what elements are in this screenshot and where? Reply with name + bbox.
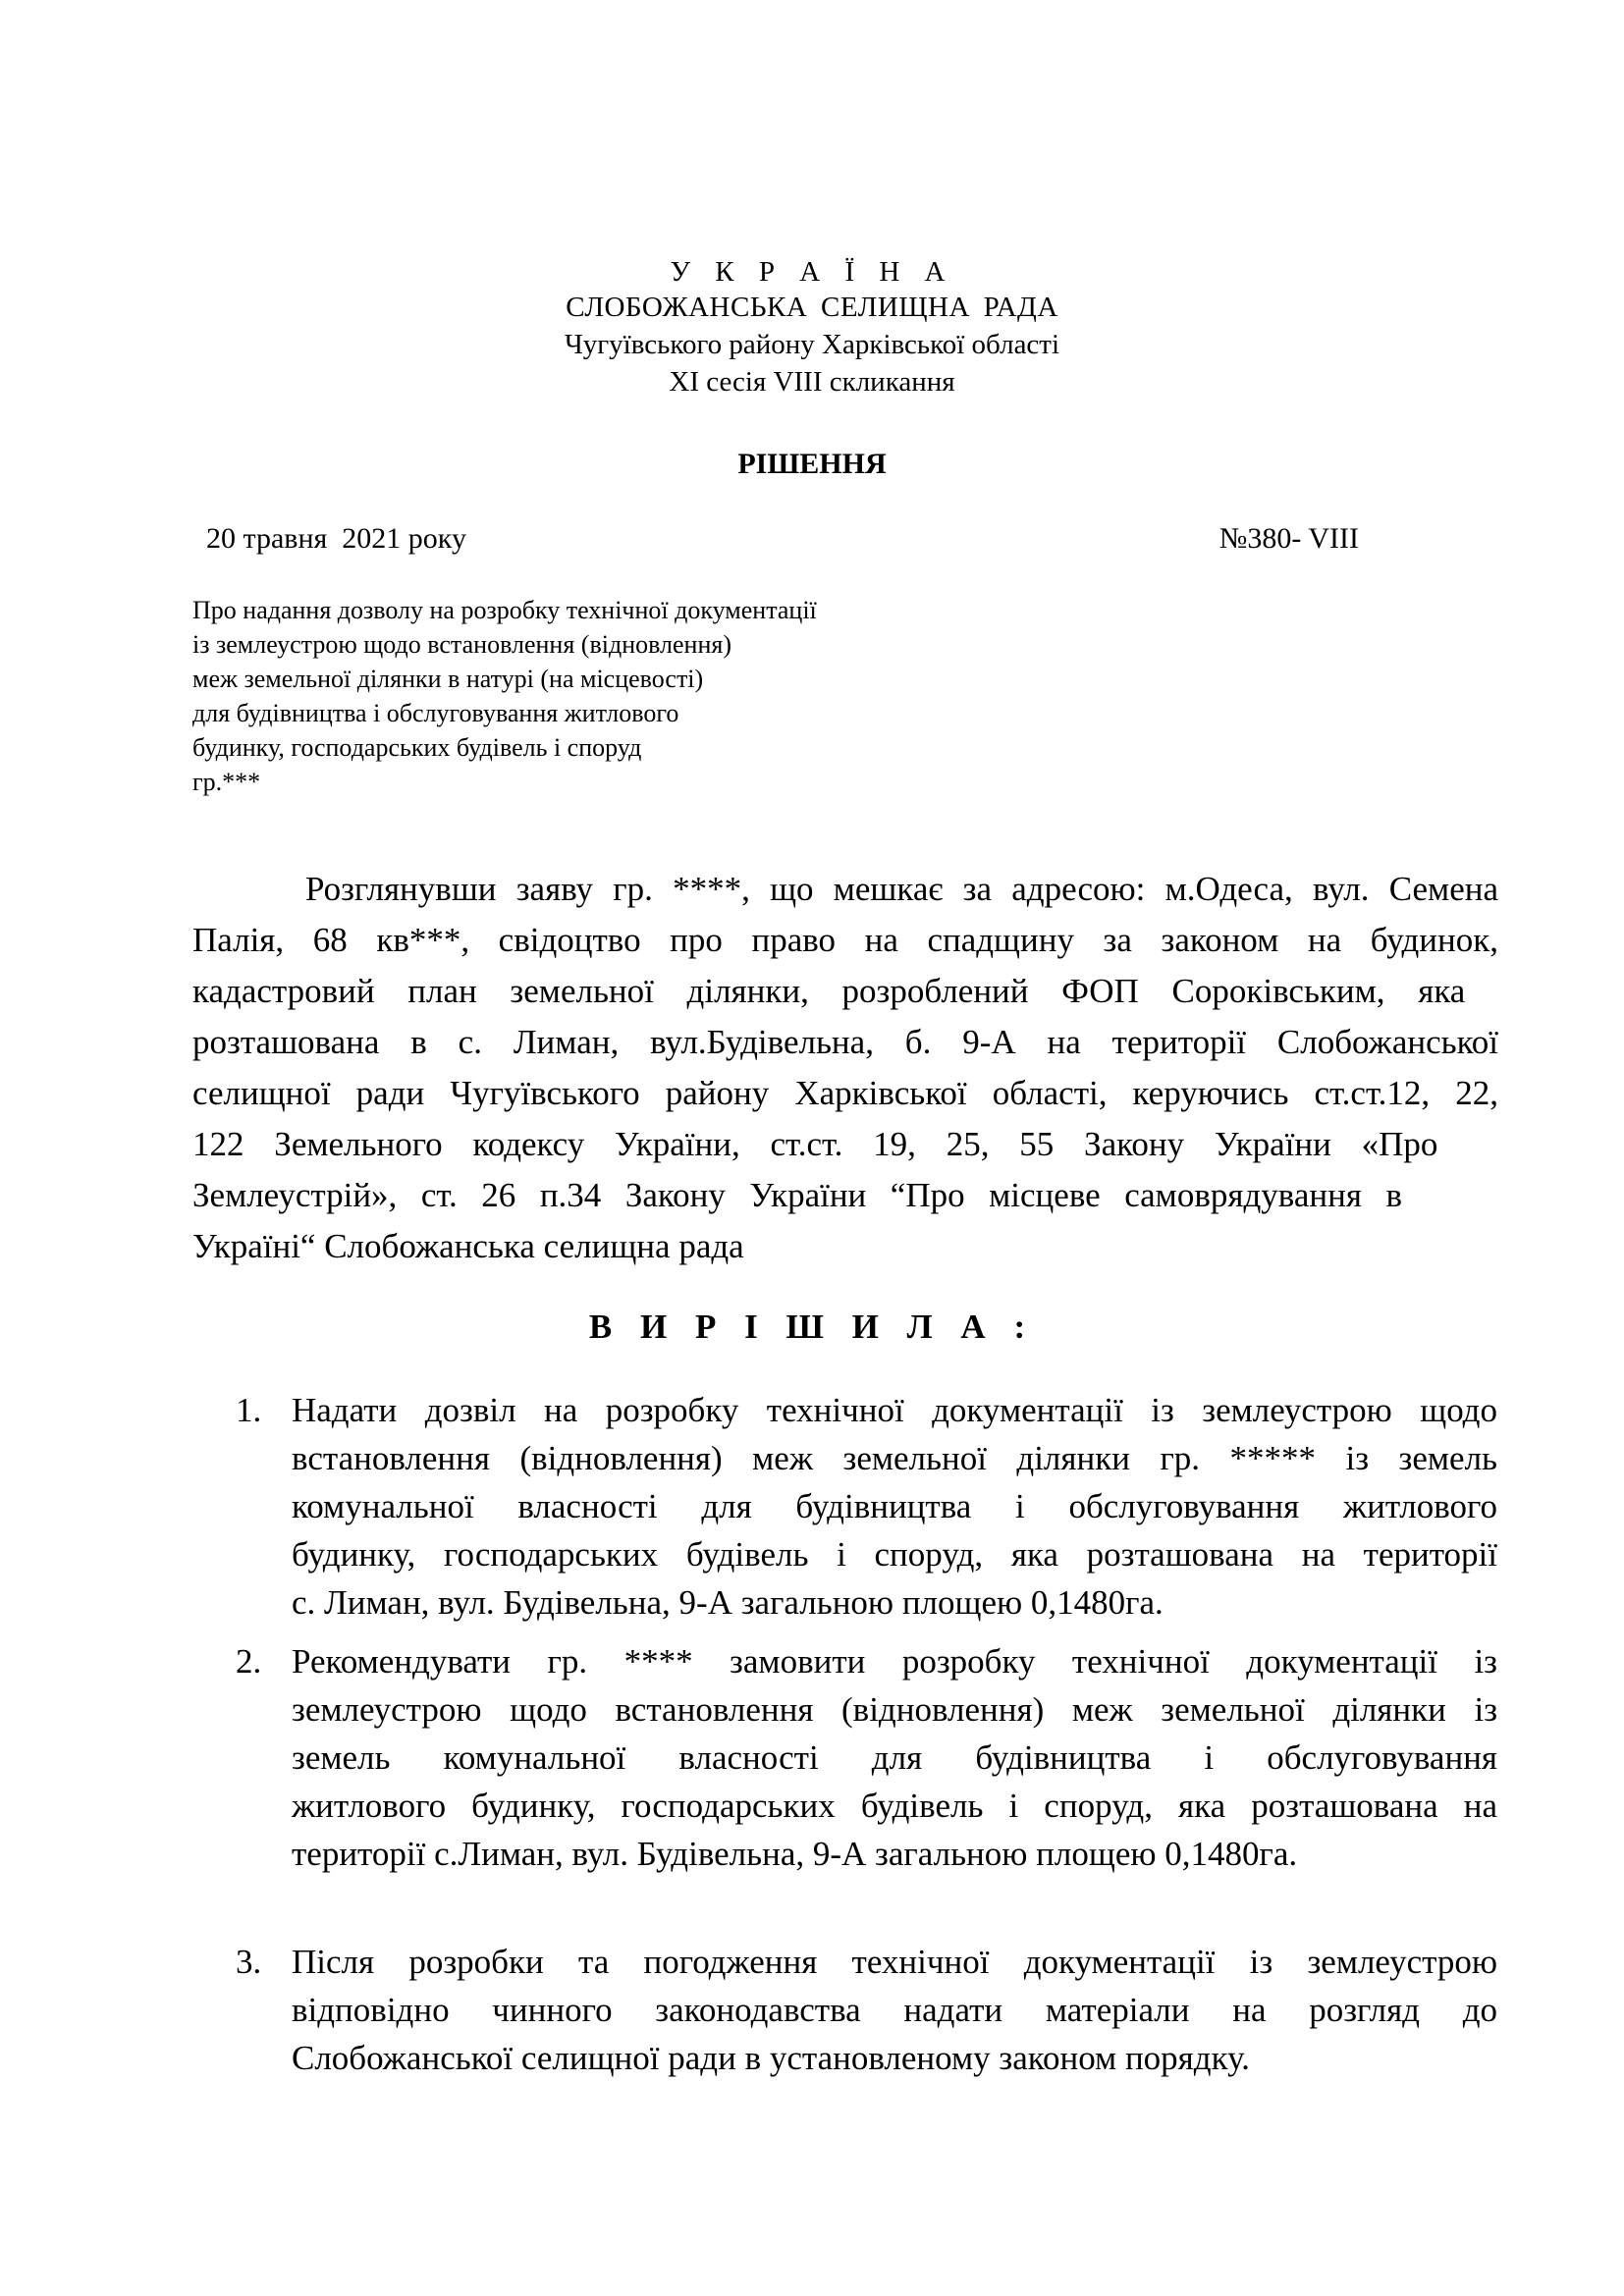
document-title: РІШЕННЯ — [737, 448, 887, 480]
item-text — [292, 1938, 1497, 2082]
item-line: будинку, господарських будівель і споруд, яка розташована на території — [292, 1535, 1497, 1574]
item-number: 2. — [236, 1642, 262, 1681]
item-number: 1. — [236, 1391, 262, 1429]
item-line: Рекомендувати гр. **** замовити розробку технічної документації із — [292, 1642, 1498, 1681]
item-line: земель комунальної власності для будівництва і обслуговування — [292, 1738, 1498, 1777]
header-country: У К Р А Ї Н А — [670, 256, 954, 288]
preamble-line: Землеустрій», ст. 26 п.34 Закону України “Про місцеве самоврядування в — [192, 1176, 1402, 1214]
item-number: 3. — [236, 1943, 262, 1981]
item-line: комунальної власності для будівництва і обслуговування житлового — [292, 1487, 1497, 1525]
decision-subject — [192, 593, 1076, 799]
header-session: XI сесія VIII скликання — [669, 366, 955, 398]
item-line: Надати дозвіл на розробку технічної документації із землеустрою щодо — [292, 1391, 1497, 1429]
item-line: території с.Лиман, вул. Будівельна, 9-А загальною площею 0,1480га. — [292, 1835, 1298, 1873]
item-line: житлового будинку, господарських будівель і споруд, яка розташована на — [292, 1787, 1498, 1825]
preamble-line: 122 Земельного кодексу України, ст.ст. 19, 25, 55 Закону України «Про — [192, 1125, 1438, 1163]
preamble-line: селищної ради Чугуївського району Харківської області, керуючись ст.ст.12, 22, — [192, 1074, 1498, 1112]
preamble-line: Розглянувши заяву гр. ****, що мешкає за адресою: м.Одеса, вул. Семена — [305, 870, 1499, 908]
item-text — [292, 1637, 1497, 1878]
decision-date: 20 травня 2021 року — [206, 522, 466, 555]
preamble-line: розташована в с. Лиман, вул.Будівельна, б. 9-А на території Слобожанської — [192, 1023, 1499, 1061]
decided-heading: В И Р І Ш И Л А : — [588, 1308, 1036, 1346]
preamble-line: кадастровий план земельної ділянки, розроблений ФОП Сороківським, яка — [192, 972, 1466, 1010]
item-line: Після розробки та погодження технічної документації із землеустрою — [292, 1943, 1497, 1981]
subject-line: будинку, господарських будівель і споруд — [192, 733, 642, 762]
item-text — [292, 1386, 1497, 1627]
item-line: відповідно чинного законодавства надати матеріали на розгляд до — [292, 1991, 1498, 2029]
header-district: Чугуївського району Харківської області — [564, 329, 1060, 360]
preamble-line: Україні“ Слобожанська селищна рада — [192, 1227, 744, 1265]
subject-line: гр.*** — [192, 768, 261, 796]
item-line: землеустрою щодо встановлення (відновлення) меж земельної ділянки із — [292, 1690, 1498, 1729]
item-line: встановлення (відновлення) меж земельної ділянки гр. ***** із земель — [292, 1439, 1498, 1477]
subject-line: із землеустрою щодо встановлення (відновлення) — [192, 630, 731, 659]
preamble-line: Палія, 68 кв***, свідоцтво про право на спадщину за законом на будинок, — [192, 921, 1499, 959]
item-line: с. Лиман, вул. Будівельна, 9-А загальною площею 0,1480га. — [292, 1583, 1164, 1622]
subject-line: меж земельної ділянки в натурі (на місцевості) — [192, 665, 704, 693]
header-council: СЛОБОЖАНСЬКА СЕЛИЩНА РАДА — [566, 292, 1058, 323]
item-line: Слобожанської селищної ради в установленому законом порядку. — [292, 2039, 1250, 2077]
subject-line: для будівництва і обслуговування житлового — [192, 699, 679, 727]
subject-line: Про надання дозволу на розробку технічної документації — [192, 596, 817, 624]
preamble-paragraph — [192, 864, 1498, 1272]
decision-number: №380- VIII — [1218, 522, 1359, 555]
